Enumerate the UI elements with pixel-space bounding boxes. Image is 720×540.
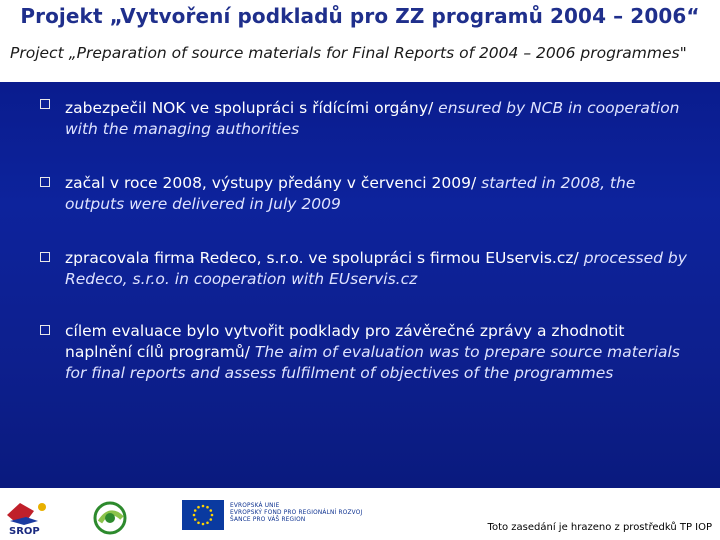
eu-line: EVROPSKÁ UNIE <box>230 503 280 509</box>
eu-flag-icon <box>182 500 224 530</box>
bullet-icon <box>40 325 50 335</box>
footer-note: Toto zasedání je hrazeno z prostředků TP IOP <box>487 522 712 533</box>
list-item-cz: zpracovala firma Redeco, s.r.o. ve spolupráci s firmou EUservis.cz/ <box>65 249 579 267</box>
list-item-cz: začal v roce 2008, výstupy předány v červenci 2009/ <box>65 174 477 192</box>
eu-text <box>230 503 380 525</box>
bullet-icon <box>40 252 50 262</box>
list-item <box>65 321 690 384</box>
list-item-en: started in 2008, the outputs were delivered in July 2009 <box>65 174 636 213</box>
ministry-logo <box>80 494 144 538</box>
list-item <box>65 248 690 290</box>
bullet-icon <box>40 177 50 187</box>
header <box>0 0 720 82</box>
list-item <box>65 98 690 140</box>
list-item-cz: zabezpečil NOK ve spolupráci s řídícími orgány/ <box>65 99 434 117</box>
eu-line: EVROPSKÝ FOND PRO REGIONÁLNÍ ROZVOJ <box>230 510 363 517</box>
list-item-en: The aim of evaluation was to prepare source materials for final reports and assess fulfilment of objectives of the programmes <box>65 343 680 382</box>
bullet-icon <box>40 99 50 109</box>
list-item-en: ensured by NCB in cooperation with the managing authorities <box>65 99 680 138</box>
srop-label: SROP <box>9 526 40 537</box>
page-title: Projekt „Vytvoření podkladů pro ZZ programů 2004 – 2006“ <box>20 4 700 28</box>
list-item-en: processed by Redeco, s.r.o. in cooperation with EUservis.cz <box>65 249 687 288</box>
page-subtitle: Project „Preparation of source materials for Final Reports of 2004 – 2006 programmes" <box>10 44 687 62</box>
list-item-cz: cílem evaluace bylo vytvořit podklady pro závěrečné zprávy a zhodnotit naplnění cílů programů/ <box>65 322 625 361</box>
eu-line: ŠANCE PRO VÁŠ REGION <box>230 517 306 524</box>
list-item <box>65 173 690 215</box>
